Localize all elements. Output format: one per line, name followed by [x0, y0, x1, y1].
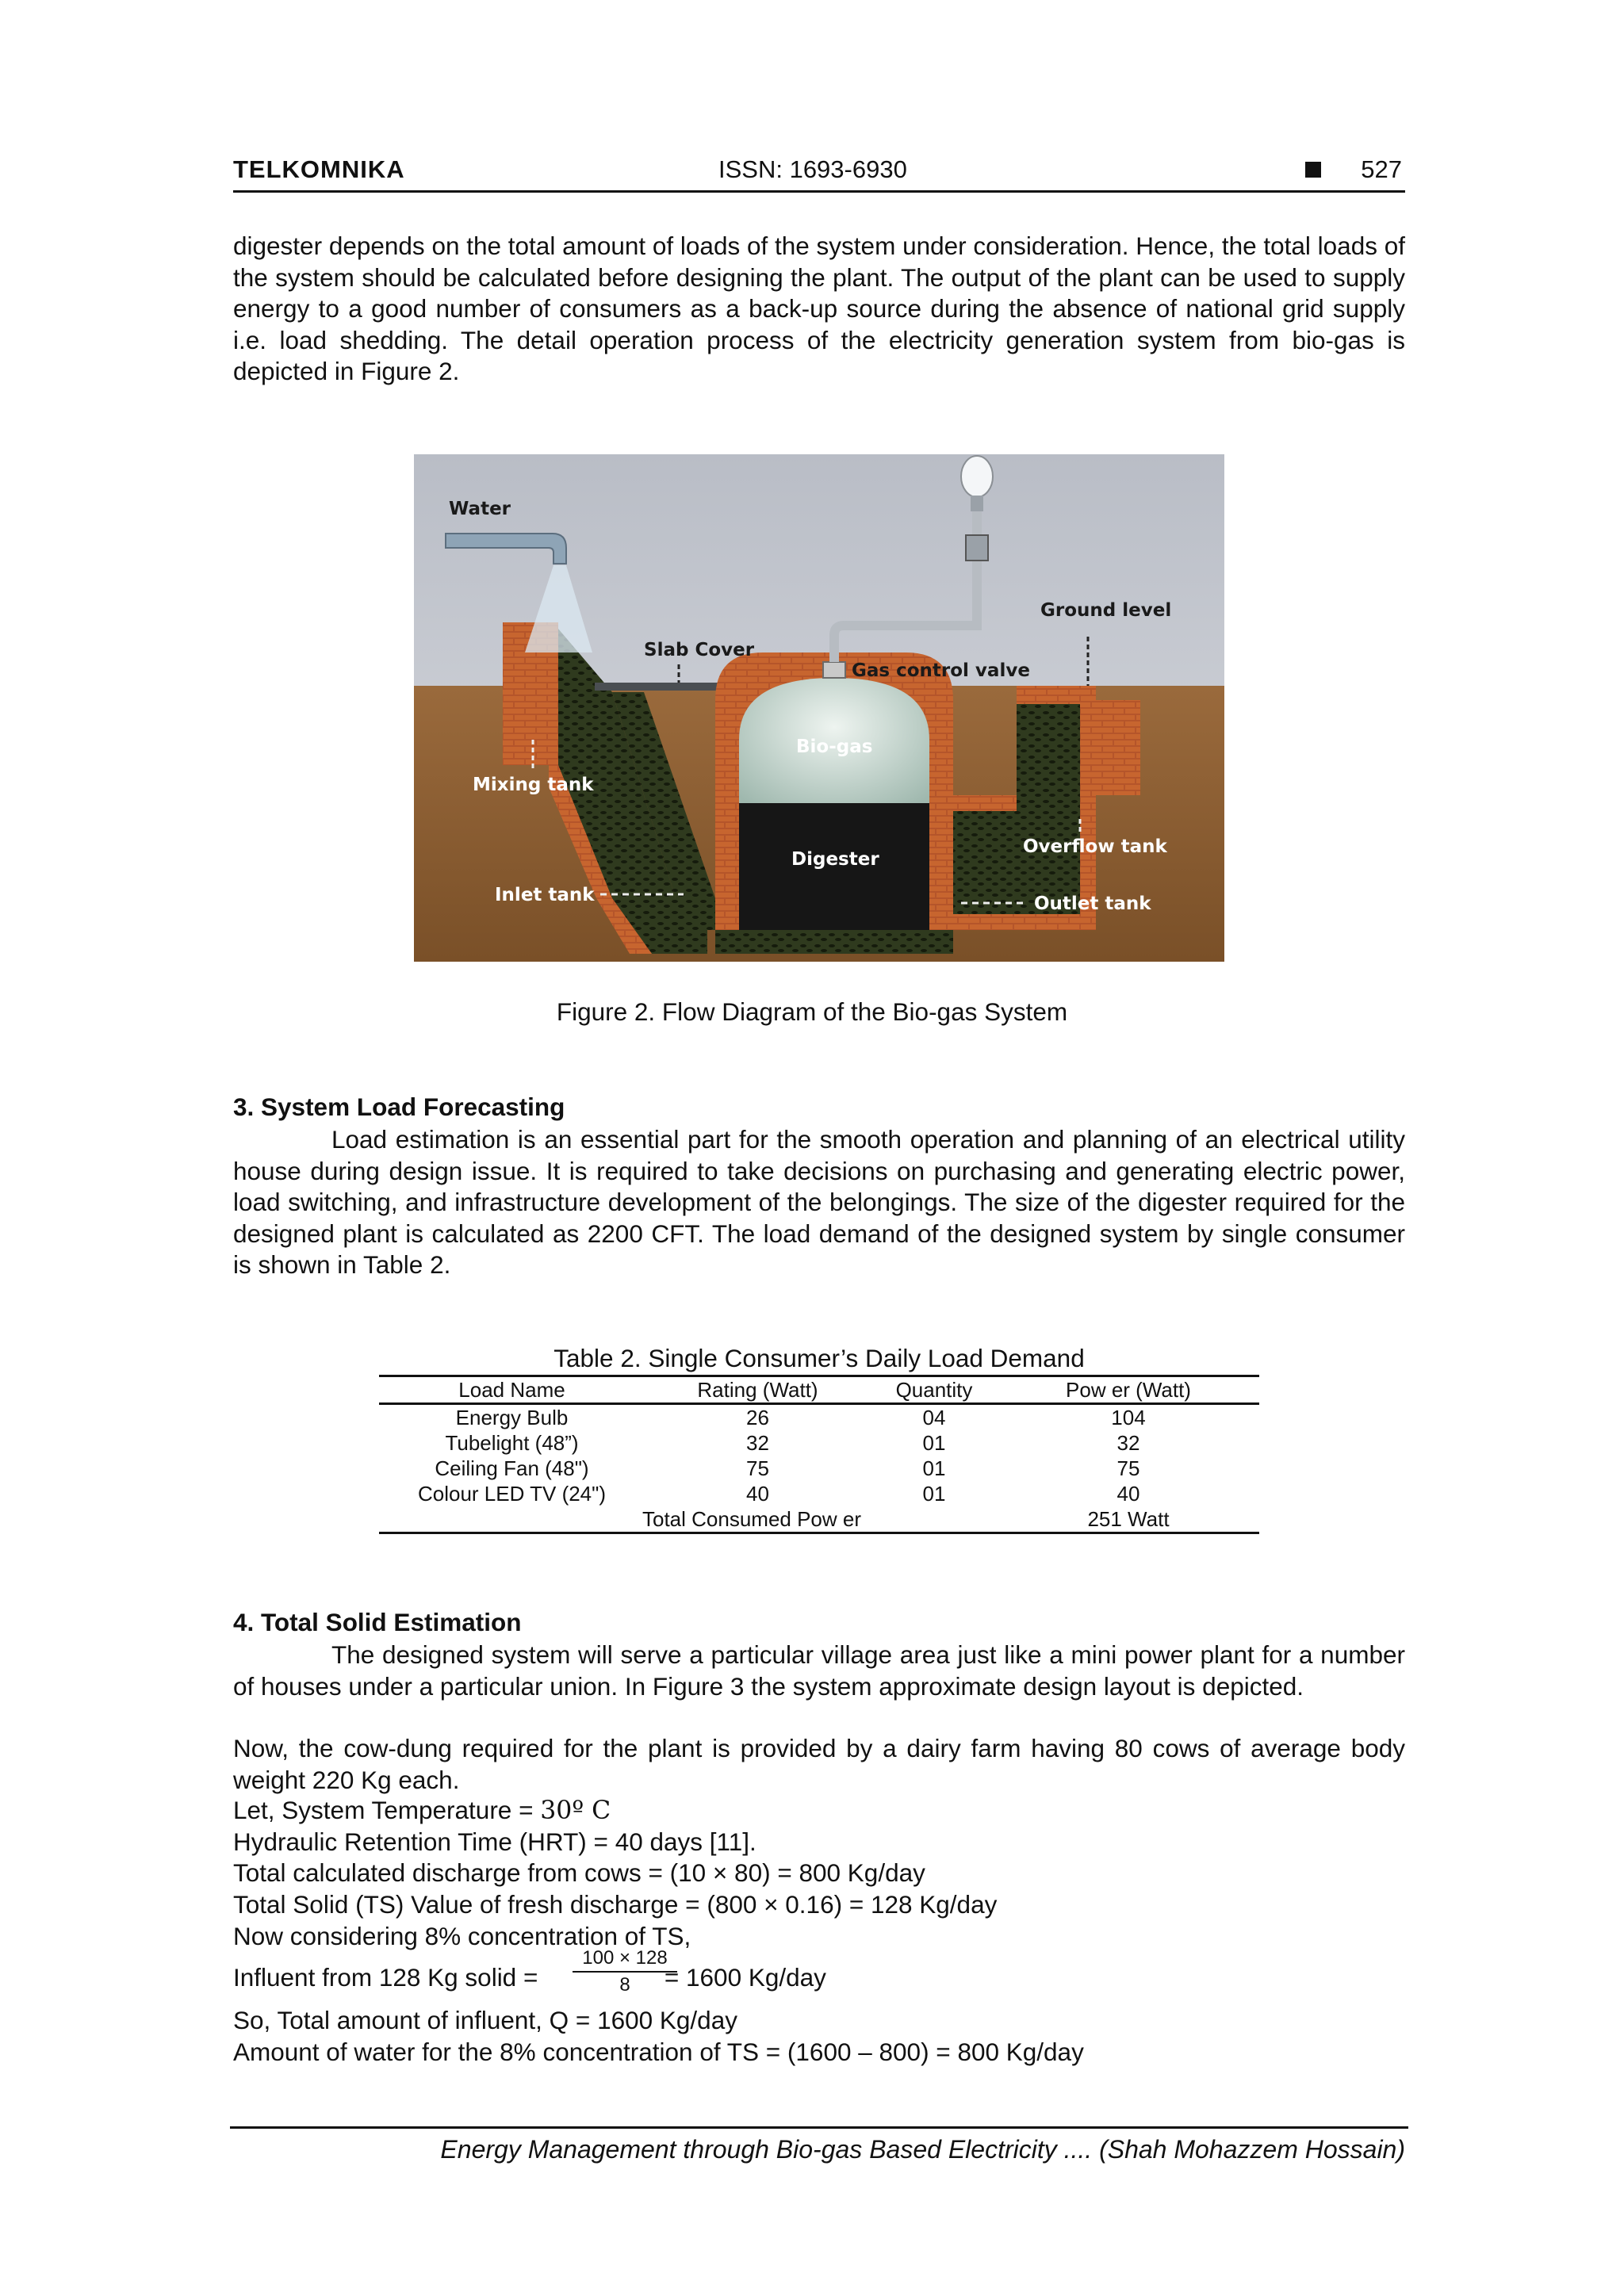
- label-outlet-tank: Outlet tank: [1034, 894, 1151, 914]
- table-total-row: [379, 1506, 1259, 1532]
- figure-2-biogas-diagram: [414, 454, 1224, 962]
- table-row: Energy Bulb 26 04 104: [455, 1406, 1146, 1429]
- gas-control-valve-icon: [823, 662, 845, 678]
- cow-dung-paragraph: Now, the cow-dung required for the plant is provided by a dairy farm having 80 cows of average body weight 220 Kg each.: [233, 1734, 1405, 1794]
- table-row: Colour LED TV (24") 40 01 40: [417, 1482, 1140, 1506]
- fraction-numerator: 100 × 128: [573, 1947, 677, 1973]
- label-digester: Digester: [791, 849, 879, 870]
- label-bio-gas: Bio-gas: [796, 737, 873, 757]
- label-slab-cover: Slab Cover: [644, 640, 755, 660]
- label-mixing-tank: Mixing tank: [473, 775, 594, 795]
- label-inlet-tank: Inlet tank: [495, 885, 595, 905]
- table-header-power: Pow er (Watt): [998, 1377, 1259, 1404]
- total-influent-line: So, Total amount of influent, Q = 1600 Kg/day: [233, 2006, 737, 2034]
- concentration-line: Now considering 8% concentration of TS,: [233, 1922, 691, 1950]
- label-water: Water: [449, 499, 511, 519]
- influent-line: Influent from 128 Kg solid = = 1600 Kg/day: [233, 1963, 826, 1992]
- temperature-value: 30º C: [540, 1797, 611, 1825]
- table-header-load-name: Load Name: [379, 1377, 645, 1404]
- intro-paragraph: digester depends on the total amount of loads of the system under consideration. Hence, the total loads of the system should be calculated before designing the plant. The output of the plant can be used to supply energy to a good number of consumers as a back-up source during the absence of national grid supply i.e. load shedding. The detail operation process of the electricity generation system from bio-gas is depicted in Figure 2.: [233, 232, 1405, 385]
- label-ground-level: Ground level: [1040, 600, 1172, 621]
- discharge-line: Total calculated discharge from cows = (10 × 80) = 800 Kg/day: [233, 1858, 925, 1887]
- label-gas-control-valve: Gas control valve: [852, 660, 1030, 681]
- section-3-heading: 3. System Load Forecasting: [233, 1093, 565, 1121]
- hrt-line: Hydraulic Retention Time (HRT) = 40 days [11].: [233, 1827, 756, 1856]
- table-header-quantity: Quantity: [871, 1377, 998, 1404]
- fraction-denominator: 8: [619, 1974, 630, 1996]
- table-header-rating: Rating (Watt): [645, 1377, 871, 1404]
- journal-name: TELKOMNIKA: [233, 155, 405, 183]
- table-row: Tubelight (48”) 32 01 32: [445, 1431, 1140, 1455]
- figure-caption: Figure 2. Flow Diagram of the Bio-gas System: [556, 997, 1068, 1026]
- section-4-paragraph: The designed system will serve a particular village area just like a mini power plant for a number of houses under a particular union. In Figure 3 the system approximate design layout is depicted.: [233, 1640, 1405, 1701]
- section-3-paragraph: Load estimation is an essential part for the smooth operation and planning of an electrical utility house during design issue. It is required to take decisions on purchasing and generating electric power, load switching, and infrastructure development of the belongings. The size of the digester required for the designed plant is calculated as 2200 CFT. The load demand of the designed system by single consumer is shown in Table 2.: [233, 1125, 1405, 1279]
- running-header: [233, 155, 1405, 193]
- section-4-heading: 4. Total Solid Estimation: [233, 1608, 522, 1636]
- table-total-label: Total Consumed Pow er: [642, 1507, 862, 1531]
- footer-citation: Energy Management through Bio-gas Based Electricity .... (Shah Mohazzem Hossain): [440, 2135, 1405, 2164]
- table-row: Ceiling Fan (48") 75 01 75: [435, 1456, 1140, 1480]
- running-footer: [230, 2126, 1408, 2164]
- label-overflow-tank: Overflow tank: [1023, 836, 1167, 857]
- table-total-value: 251 Watt: [1087, 1507, 1170, 1531]
- ts-value-line: Total Solid (TS) Value of fresh discharge = (800 × 0.16) = 128 Kg/day: [233, 1890, 998, 1919]
- load-demand-table: [379, 1375, 1259, 1534]
- light-bulb-icon: [961, 456, 993, 497]
- square-bullet-icon: [1305, 162, 1321, 178]
- page-number: 527: [1361, 155, 1402, 183]
- issn: ISSN: 1693-6930: [718, 155, 907, 183]
- table-caption: Table 2. Single Consumer’s Daily Load Demand: [553, 1344, 1085, 1372]
- water-amount-line: Amount of water for the 8% concentration of TS = (1600 – 800) = 800 Kg/day: [233, 2038, 1084, 2066]
- influent-fraction: [573, 1947, 677, 1996]
- temperature-line: Let, System Temperature = 30º C: [233, 1796, 611, 1825]
